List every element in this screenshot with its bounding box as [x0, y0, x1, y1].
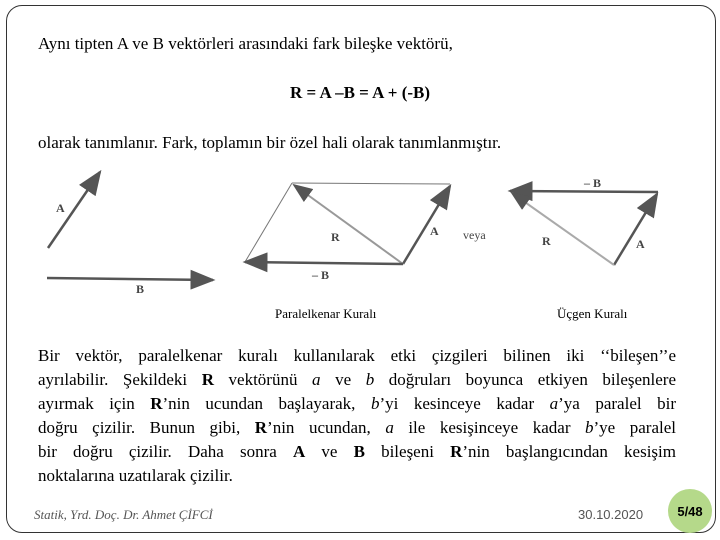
body-line — [38, 440, 676, 464]
page-number-badge: 5/48 — [668, 489, 712, 533]
vector-b — [47, 278, 213, 280]
vector-symbol: B — [353, 442, 365, 461]
label-veya: veya — [463, 228, 486, 242]
footer-author: Statik, Yrd. Doç. Dr. Ahmet ÇİFCİ — [34, 507, 213, 522]
vector-symbol: a — [385, 418, 394, 437]
parallelogram-neg-b — [245, 262, 403, 264]
body-line — [38, 464, 676, 488]
body-text: ’nin başlangıcından kesişim — [462, 442, 676, 461]
label-a: A — [56, 201, 65, 215]
label-neg-b: – B — [312, 268, 330, 282]
body-text: ve — [320, 370, 366, 389]
body-text: ’nin ucundan başlayarak, — [162, 394, 371, 413]
body-text: bileşeni — [364, 442, 451, 461]
vector-symbol: a — [549, 394, 559, 413]
body-line — [38, 392, 676, 416]
body-text: Bir vektör, paralelkenar kuralı kullanılarak etki çizgileri bilinen iki ‘‘bileşen’’e — [38, 346, 676, 365]
vector-symbol: R — [254, 418, 268, 437]
vector-symbol: R — [450, 442, 463, 461]
triangle-r — [512, 193, 614, 265]
body-text: bir doğru çizilir. Daha sonra — [38, 442, 293, 461]
vector-symbol: b — [365, 370, 375, 389]
vector-symbol: R — [150, 394, 163, 413]
label-b: B — [136, 282, 145, 296]
label-a: A — [430, 224, 439, 238]
vector-symbol: A — [292, 442, 306, 461]
body-text: ayrılabilir. Şekildeki — [38, 370, 202, 389]
body-text: doğruları boyunca etkiyen bileşenlere — [374, 370, 677, 389]
formula: R = A –B = A + (-B) — [289, 83, 431, 102]
parallelogram-r — [294, 185, 403, 264]
body-line — [38, 344, 676, 368]
vector-symbol: a — [312, 370, 321, 389]
label-neg-b: – B — [584, 176, 602, 190]
triangle-neg-b — [510, 191, 658, 192]
body-text: ’ye paralel — [593, 418, 676, 437]
body-text: vektörünü — [213, 370, 313, 389]
body-line — [38, 368, 676, 392]
body-text: ’yi kesinceye kadar — [379, 394, 550, 413]
vector-symbol: b — [585, 418, 594, 437]
parallelogram-side — [292, 183, 450, 184]
label-r: R — [331, 230, 340, 244]
body-line — [38, 416, 676, 440]
body-text: ’ya paralel bir — [558, 394, 676, 413]
body-text: doğru çizilir. Bunun gibi, — [38, 418, 255, 437]
intro-text: Aynı tipten A ve B vektörleri arasındaki fark bileşke vektörü, — [38, 34, 453, 53]
vector-diagram — [0, 160, 720, 310]
body-paragraph — [38, 344, 676, 488]
label-r: R — [542, 234, 551, 248]
vector-symbol: R — [201, 370, 214, 389]
parallelogram-caption: Paralelkenar Kuralı — [275, 306, 377, 321]
vector-symbol: b — [370, 394, 380, 413]
parallelogram-side — [245, 183, 292, 262]
body-text: noktalarına uzatılarak çizilir. — [38, 466, 233, 485]
triangle-a — [614, 194, 657, 265]
body-text: ve — [305, 442, 354, 461]
body-text: ’nin ucundan, — [267, 418, 386, 437]
definition-text: olarak tanımlanır. Fark, toplamın bir özel hali olarak tanımlanmıştır. — [38, 133, 502, 152]
label-a: A — [636, 237, 645, 251]
body-text: ile kesişinceye kadar — [393, 418, 586, 437]
footer-date: 30.10.2020 — [578, 507, 644, 522]
body-text: ayırmak için — [38, 394, 151, 413]
triangle-caption: Üçgen Kuralı — [557, 306, 628, 321]
parallelogram-a — [403, 186, 450, 264]
